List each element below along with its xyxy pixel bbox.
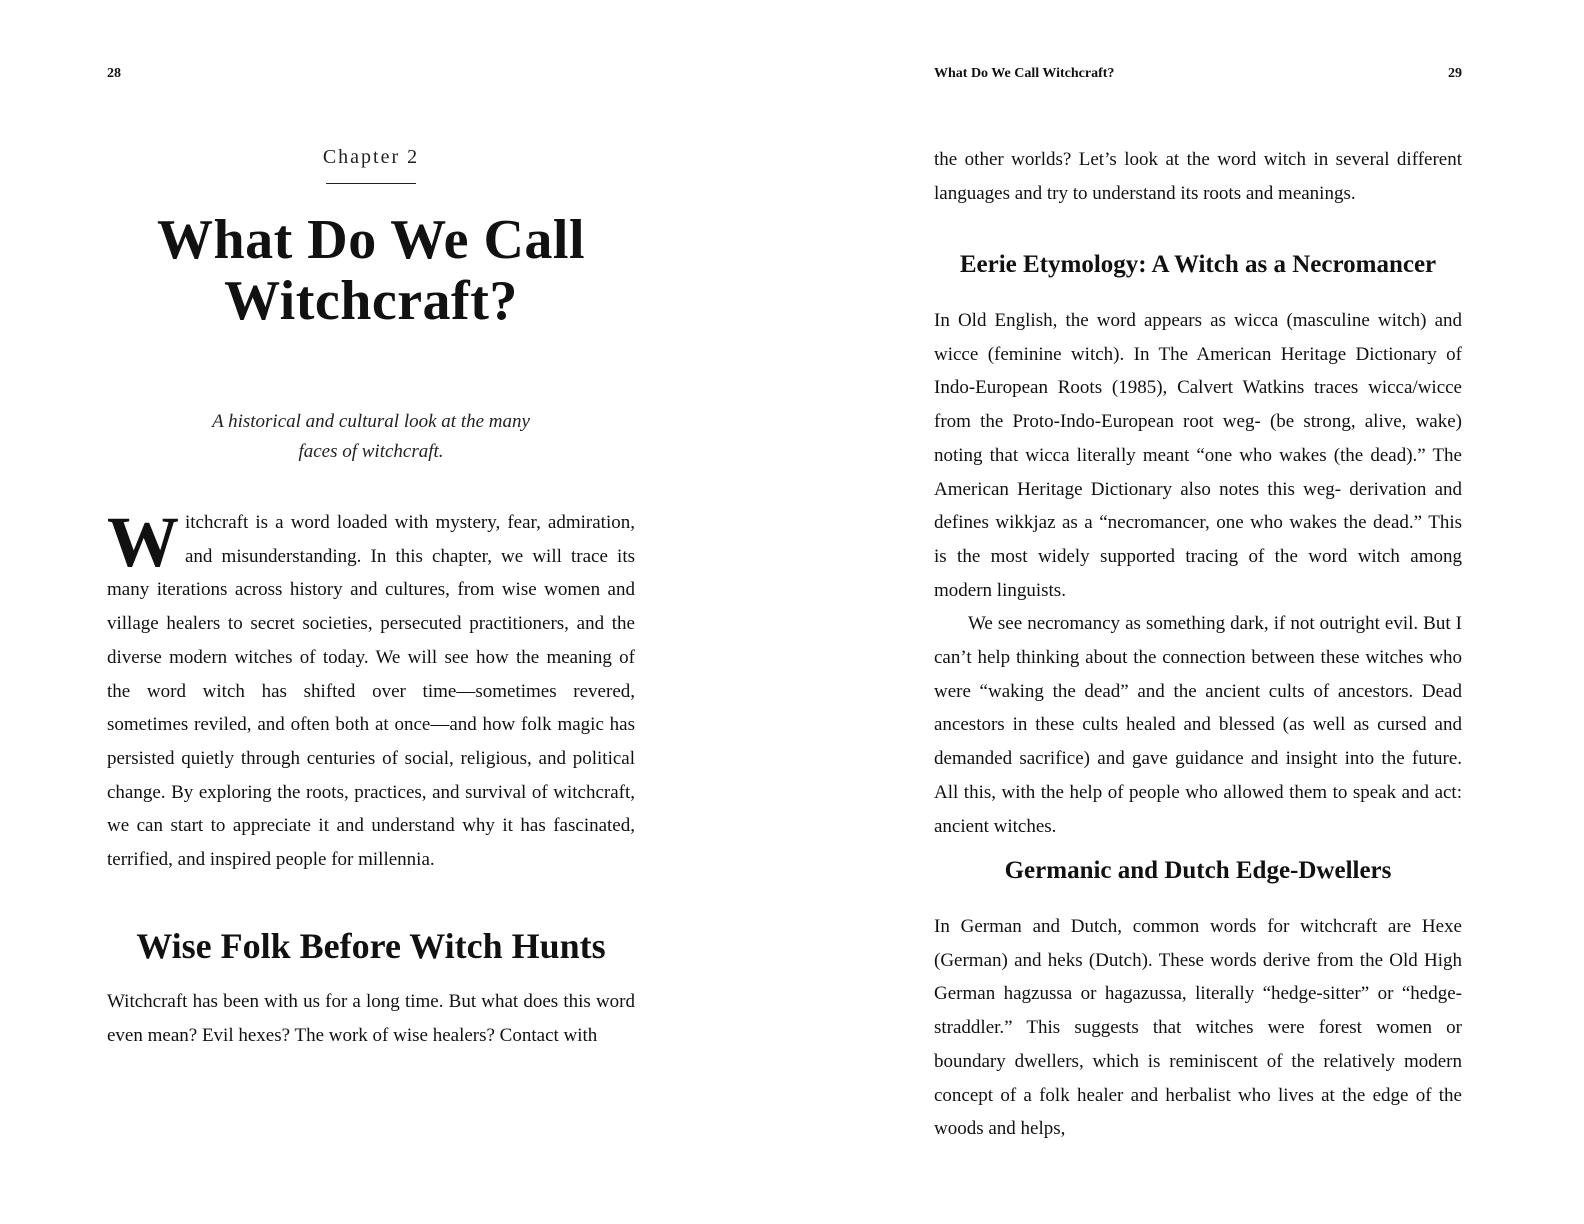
continuation-paragraph: the other worlds? Let’s look at the word witch in several different languages and try to understand its roots and meanings. (934, 149, 1462, 204)
page-number: 28 (107, 66, 121, 81)
paragraph: In German and Dutch, common words for witchcraft are Hexe (German) and heks (Dutch). These words derive from the Old High German hagzussa or hagazussa, literally “hedge-sitter” or “hedge-straddler.” This suggests that witches were forest women or boundary dwellers, which is reminiscent of the relatively modern concept of a folk healer and herbalist who lives at the edge of the woods and helps, (934, 916, 1462, 1140)
section-heading: Eerie Etymology: A Witch as a Necromancer (959, 251, 1437, 278)
section-heading: Germanic and Dutch Edge-Dwellers (1004, 857, 1392, 884)
intro-paragraph (107, 502, 635, 877)
paragraph: In Old English, the word appears as wicca (masculine witch) and wicce (feminine witch). In The American Heritage Dictionary of Indo-European Roots (1985), Calvert Watkins traces wicca/wicce from the Proto-Indo-European root weg- (be strong, alive, wake) noting that wicca literally meant “one who wakes (the dead).” The American Heritage Dictionary also notes this weg- derivation and defines wikkjaz as a “necromancer, one who wakes the dead.” This is the most widely supported tracing of the word witch among modern linguists. (934, 310, 1462, 601)
epigraph-line: faces of witchcraft. (298, 441, 444, 462)
epigraph-line: A historical and cultural look at the many (212, 411, 530, 432)
chapter-label: Chapter 2 (322, 146, 420, 168)
drop-cap: W (107, 502, 179, 582)
section-body (934, 304, 1462, 843)
chapter-title (107, 210, 635, 332)
intro-text: itchcraft is a word loaded with mystery, fear, admiration, and misunderstanding. In this chapter, we will trace its many iterations across history and cultures, from wise women and village healers to secret societies, persecuted practitioners, and the diverse modern witches of today. We will see how the meaning of the word witch has shifted over time—sometimes revered, sometimes reviled, and often both at once—and how folk magic has persisted quietly through centuries of social, religious, and political change. By exploring the roots, practices, and survival of witchcraft, we can start to appreciate it and understand why it has fascinated, terrified, and inspired people for millennia. (107, 512, 635, 871)
page-number: 29 (1448, 66, 1462, 81)
paragraph: We see necromancy as something dark, if not outright evil. But I can’t help thinking about the connection between these witches who were “waking the dead” and the ancient cults of ancestors. Dead ancestors in these cults healed and blessed (as well as cursed and demanded sacrifice) and gave guidance and insight into the future. All this, with the help of people who allowed them to speak and act: ancient witches. (934, 613, 1462, 837)
section-paragraph: Witchcraft has been with us for a long time. But what does this word even mean? Evil hexes? The work of wise healers? Contact with (107, 991, 635, 1046)
chapter-rule (326, 183, 416, 184)
chapter-title-text: What Do We Call Witchcraft? (156, 209, 586, 332)
running-head: What Do We Call Witchcraft? (934, 66, 1115, 81)
section-heading: Wise Folk Before Witch Hunts (136, 926, 606, 966)
right-page (792, 0, 1584, 1224)
epigraph (107, 407, 635, 467)
